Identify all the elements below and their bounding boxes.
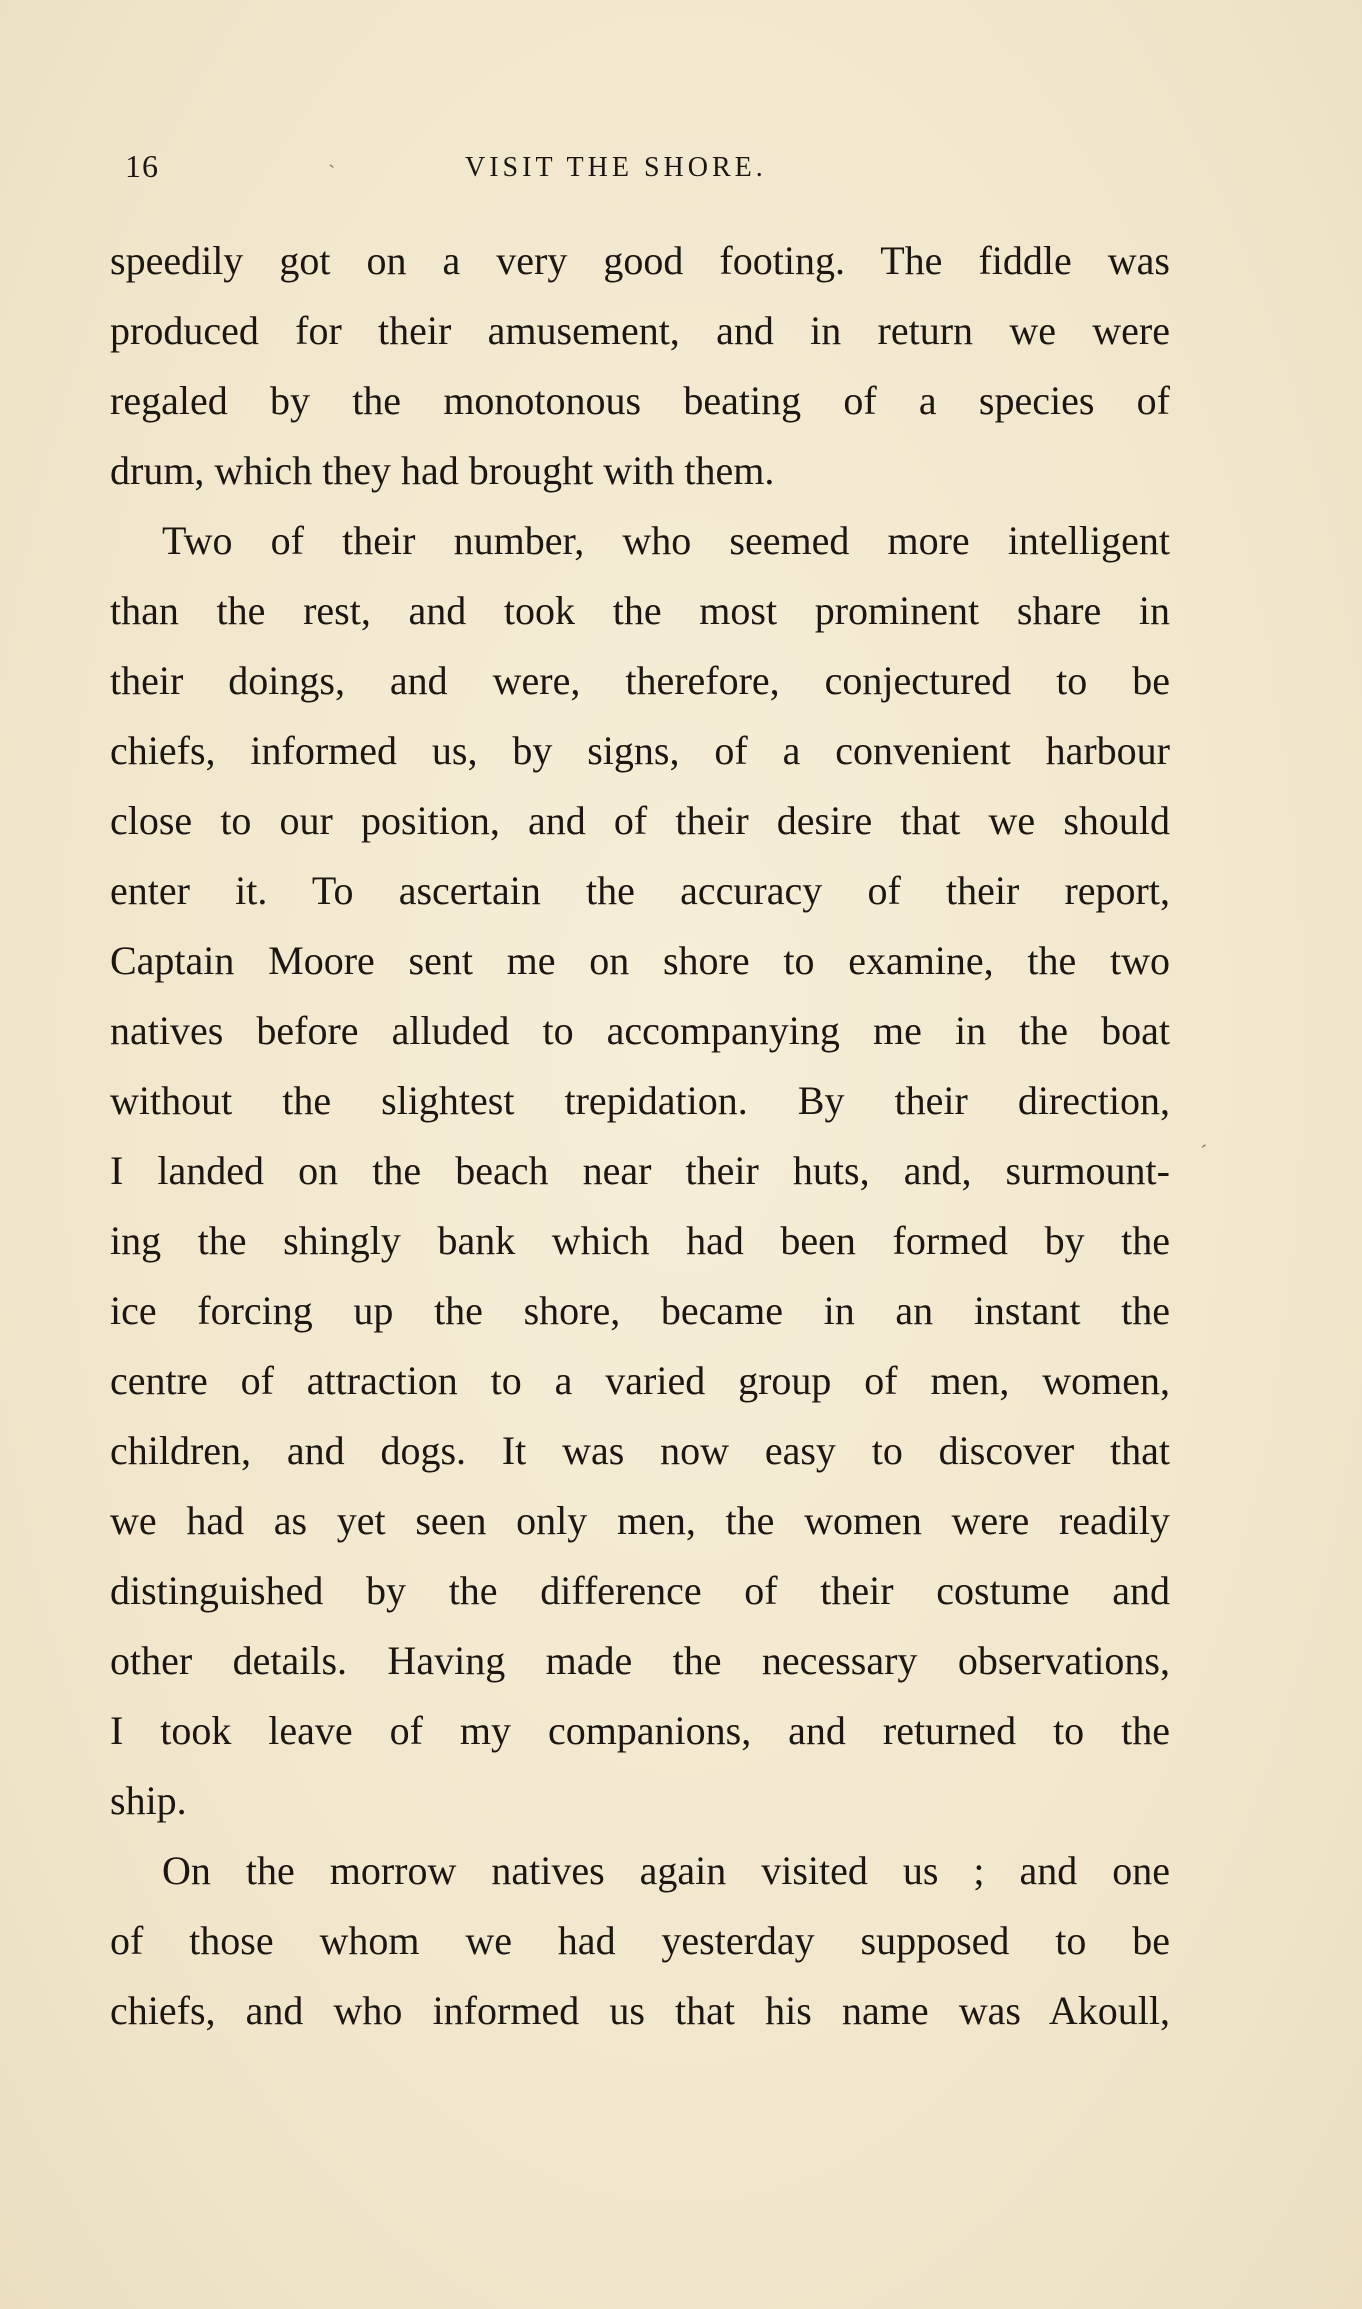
ink-speck-mark: ˋ bbox=[328, 160, 336, 185]
text-line: distinguished by the difference of their costume and bbox=[110, 1568, 1170, 1613]
text-line: chiefs, informed us, by signs, of a convenient harbour bbox=[110, 728, 1170, 773]
body-text bbox=[110, 226, 1170, 2046]
text-line: ing the shingly bank which had been formed by the bbox=[110, 1218, 1170, 1263]
page-number: 16 bbox=[125, 148, 159, 184]
ink-speck-mark: ˊ bbox=[1200, 1140, 1208, 1165]
text-line: children, and dogs. It was now easy to discover that bbox=[110, 1428, 1170, 1473]
text-line: On the morrow natives again visited us ; and one bbox=[162, 1848, 1170, 1893]
text-line: ship. bbox=[110, 1778, 187, 1823]
text-line: speedily got on a very good footing. The fiddle was bbox=[110, 238, 1170, 283]
text-line: Captain Moore sent me on shore to examine, the two bbox=[110, 938, 1170, 983]
text-line: I took leave of my companions, and returned to the bbox=[110, 1708, 1170, 1753]
text-line: of those whom we had yesterday supposed to be bbox=[110, 1918, 1170, 1963]
text-line: natives before alluded to accompanying me in the boat bbox=[110, 1008, 1170, 1053]
page-header bbox=[125, 148, 1165, 188]
text-line: we had as yet seen only men, the women were readily bbox=[110, 1498, 1170, 1543]
text-line: chiefs, and who informed us that his name was Akoull, bbox=[110, 1988, 1170, 2033]
text-line: other details. Having made the necessary observations, bbox=[110, 1638, 1170, 1683]
text-line: regaled by the monotonous beating of a species of bbox=[110, 378, 1170, 423]
text-line: drum, which they had brought with them. bbox=[110, 448, 775, 493]
text-line: Two of their number, who seemed more intelligent bbox=[162, 518, 1170, 563]
text-line: enter it. To ascertain the accuracy of their report, bbox=[110, 868, 1170, 913]
text-line: close to our position, and of their desire that we should bbox=[110, 798, 1170, 843]
text-line: their doings, and were, therefore, conjectured to be bbox=[110, 658, 1170, 703]
text-line: centre of attraction to a varied group of men, women, bbox=[110, 1358, 1170, 1403]
text-line: ice forcing up the shore, became in an instant the bbox=[110, 1288, 1170, 1333]
text-line: I landed on the beach near their huts, and, surmount- bbox=[110, 1148, 1170, 1193]
running-head: VISIT THE SHORE. bbox=[465, 152, 767, 183]
text-line: produced for their amusement, and in return we were bbox=[110, 308, 1170, 353]
text-line: without the slightest trepidation. By their direction, bbox=[110, 1078, 1170, 1123]
text-line: than the rest, and took the most prominent share in bbox=[110, 588, 1170, 633]
